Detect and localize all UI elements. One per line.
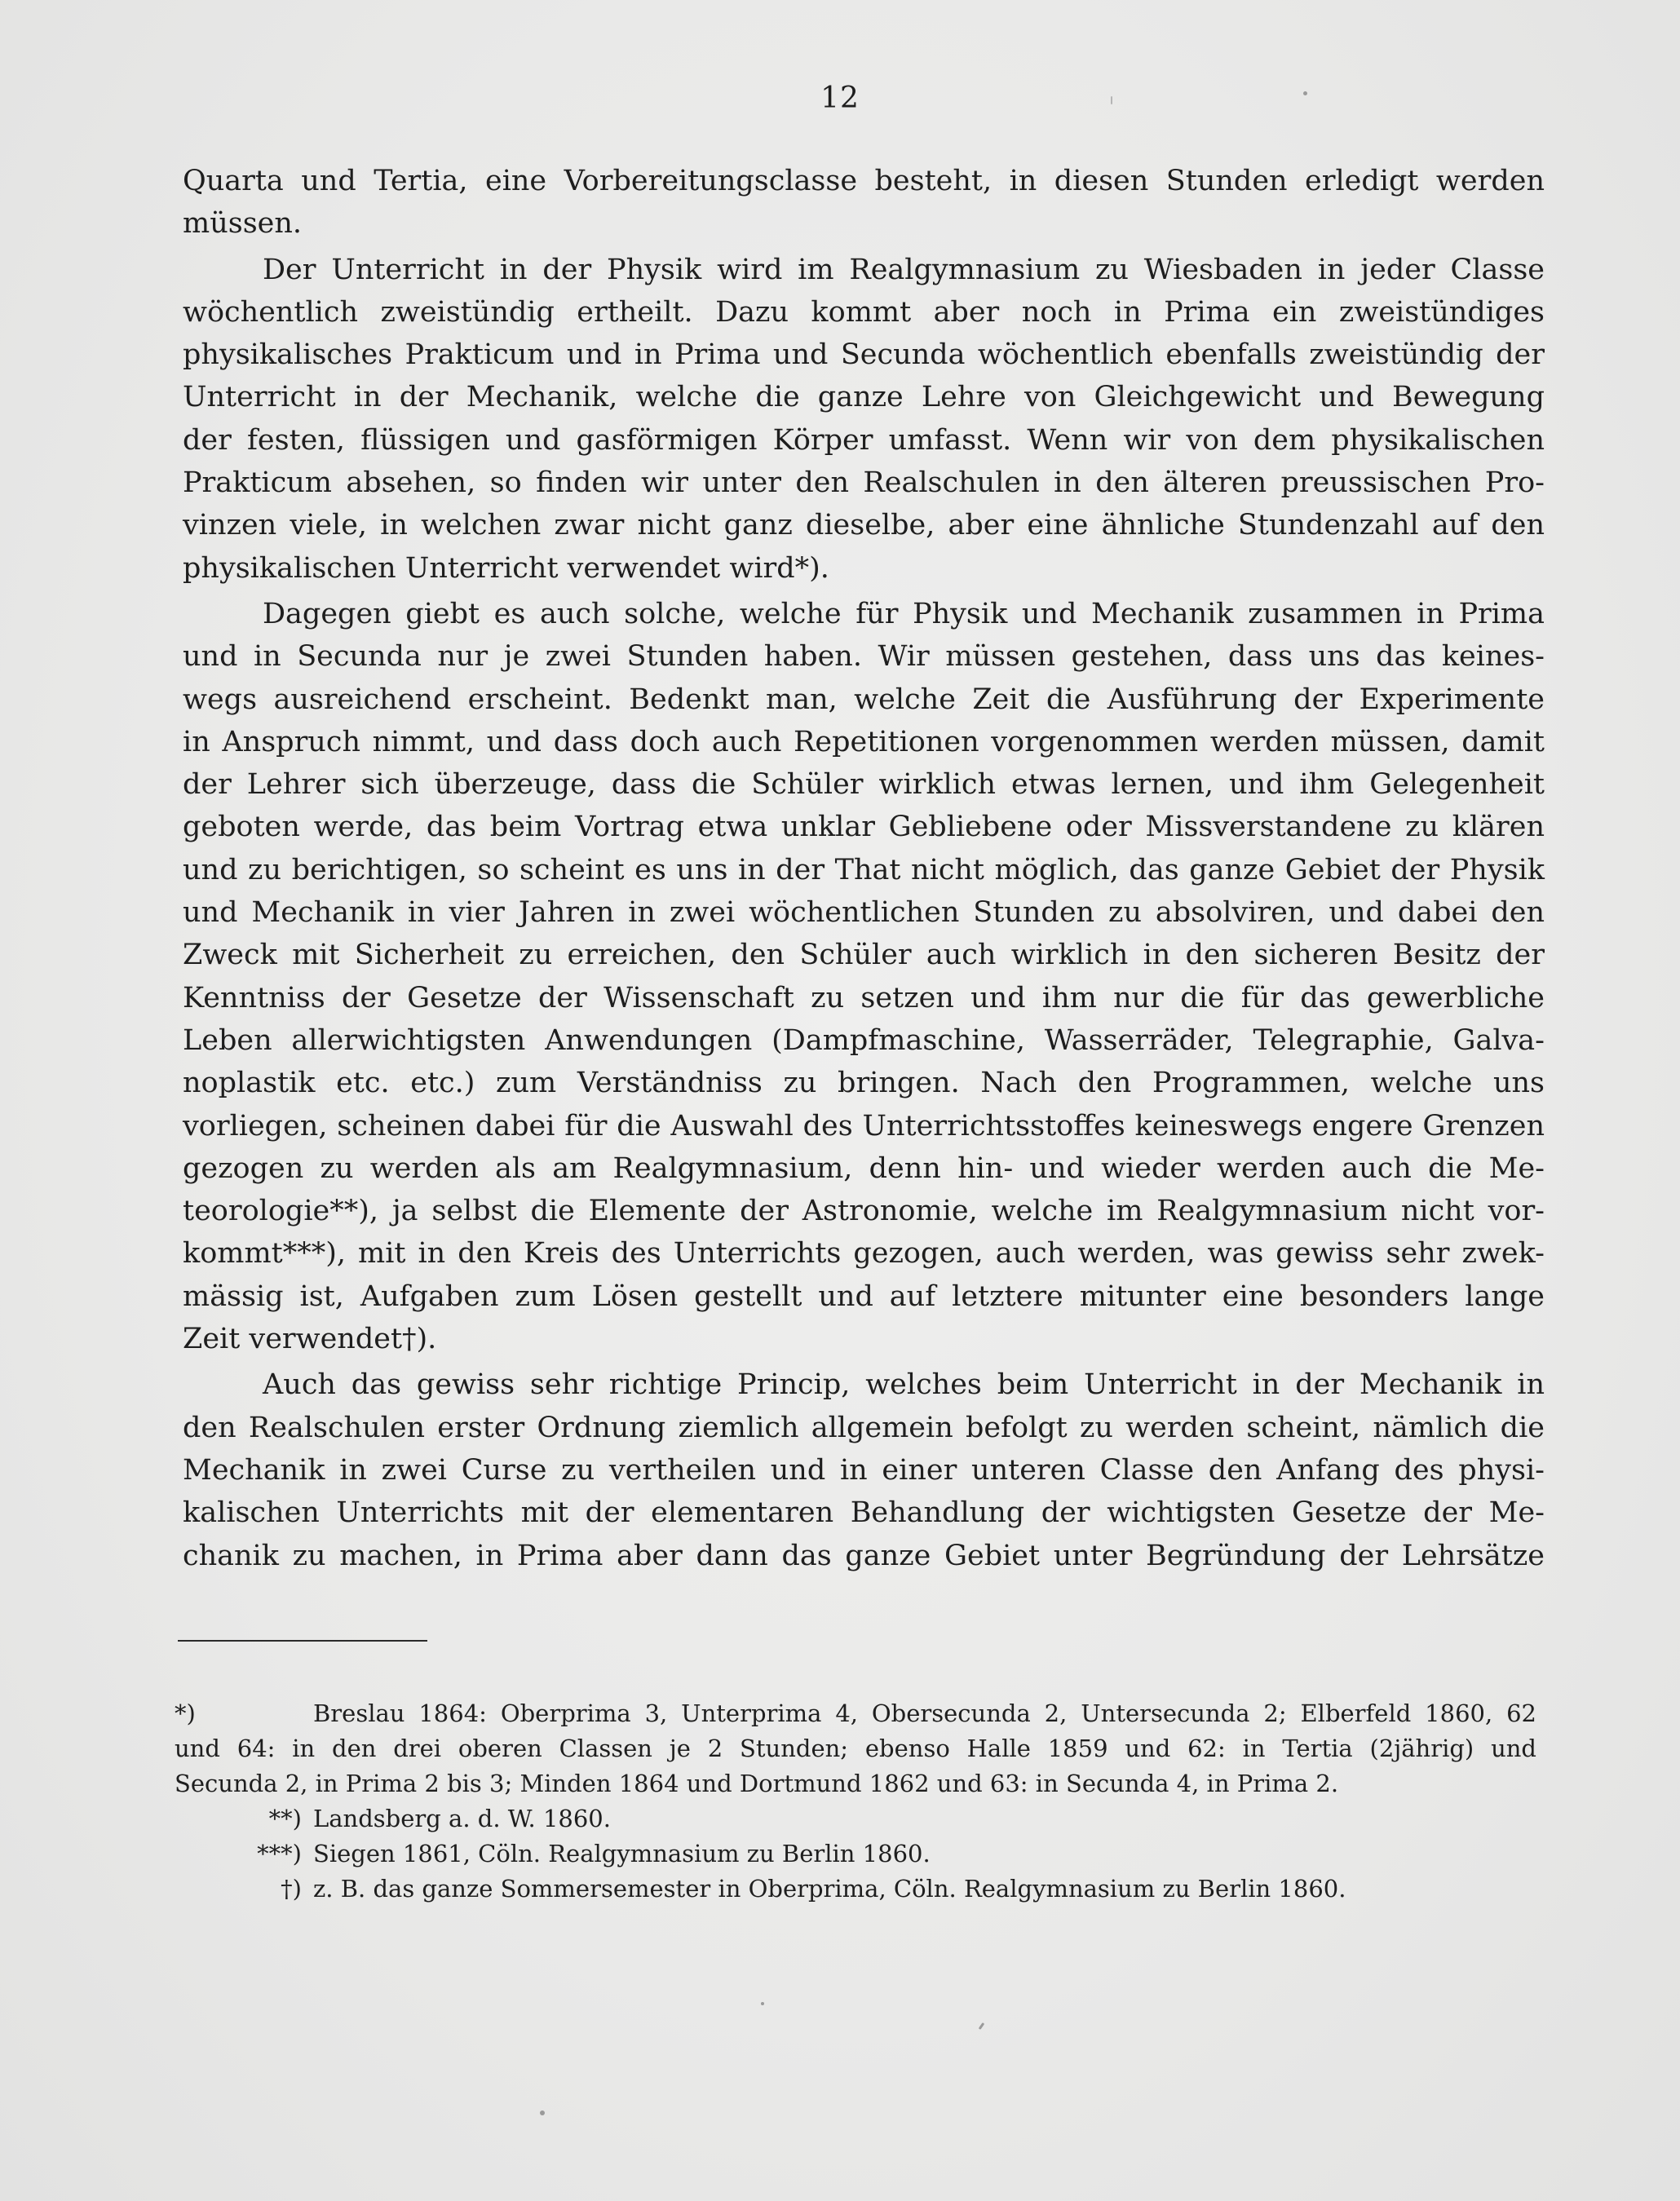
- text-line: teorologie**), ja selbst die Elemente der Astronomie, welche im Realgymnasium nicht vor-: [183, 1195, 1545, 1228]
- text-line: Prakticum absehen, so finden wir unter den Realschulen in den älteren preussischen Pro-: [183, 466, 1545, 500]
- footnote-text: Landsberg a. d. W. 1860.: [313, 1805, 611, 1832]
- footnote-text: z. B. das ganze Sommersemester in Oberprima, Cöln. Realgymnasium zu Berlin 1860.: [313, 1875, 1346, 1903]
- footnotes: [175, 1696, 1536, 1907]
- text-line: mässig ist, Aufgaben zum Lösen gestellt und auf letztere mitunter eine besonders lange: [183, 1279, 1545, 1313]
- text-line: wöchentlich zweistündig ertheilt. Dazu kommt aber noch in Prima ein zweistündiges: [183, 295, 1545, 329]
- paragraph-2: [183, 249, 1545, 590]
- page-number: 12: [820, 82, 860, 115]
- text-line: physikalisches Prakticum und in Prima und Secunda wöchentlich ebenfalls zweistündig der: [183, 338, 1545, 372]
- text-line: geboten werde, das beim Vortrag etwa unklar Gebliebene oder Missverstandene zu klären: [183, 811, 1545, 844]
- text-line: physikalischen Unterricht verwendet wird*).: [183, 551, 829, 585]
- text-line: wegs ausreichend erscheint. Bedenkt man, welche Zeit die Ausführung der Experimente: [183, 683, 1545, 716]
- paragraph-4: [183, 1363, 1545, 1576]
- text-line: in Anspruch nimmt, und dass doch auch Repetitionen vorgenommen werden müssen, damit: [183, 725, 1545, 758]
- paper-speck: [979, 2022, 985, 2030]
- paper-speck: [1303, 91, 1307, 95]
- text-line: gezogen zu werden als am Realgymnasium, denn hin- und wieder werden auch die Me-: [183, 1151, 1545, 1185]
- text-line: Quarta und Tertia, eine Vorbereitungsclasse besteht, in diesen Stunden erledigt werden: [183, 165, 1545, 197]
- paper-speck: [1111, 96, 1112, 104]
- text-line: kalischen Unterrichts mit der elementaren Behandlung der wichtigsten Gesetze der Me-: [183, 1496, 1545, 1530]
- text-line: noplastik etc. etc.) zum Verständniss zu bringen. Nach den Programmen, welche uns: [183, 1067, 1545, 1100]
- footnote-text: Secunda 2, in Prima 2 bis 3; Minden 1864 und Dortmund 1862 und 63: in Secunda 4, in Prima 2.: [175, 1770, 1339, 1797]
- body-text: [183, 160, 1545, 1580]
- footnote-text: und 64: in den drei oberen Classen je 2 Stunden; ebenso Halle 1859 und 62: in Tertia (2jährig) und: [175, 1735, 1536, 1762]
- footnote-3: [175, 1836, 1536, 1872]
- text-line: Dagegen giebt es auch solche, welche für Physik und Mechanik zusammen in Prima: [263, 597, 1545, 630]
- text-line: Kenntniss der Gesetze der Wissenschaft zu setzen und ihm nur die für das gewerbliche: [183, 981, 1545, 1014]
- text-line: und in Secunda nur je zwei Stunden haben. Wir müssen gestehen, dass uns das keines-: [183, 640, 1545, 674]
- text-line: Auch das gewiss sehr richtige Princip, welches beim Unterricht in der Mechanik in: [263, 1368, 1545, 1402]
- footnote-2: [175, 1801, 1536, 1836]
- text-line: den Realschulen erster Ordnung ziemlich allgemein befolgt zu werden scheint, nämlich die: [183, 1411, 1545, 1444]
- paragraph-1: [183, 160, 1545, 245]
- footnote-separator: [178, 1640, 427, 1642]
- footnote-1: [175, 1696, 1536, 1731]
- text-line: vinzen viele, in welchen zwar nicht ganz dieselbe, aber eine ähnliche Stundenzahl auf den: [183, 509, 1545, 542]
- paragraph-3: [183, 593, 1545, 1360]
- text-line: kommt***), mit in den Kreis des Unterrichts gezogen, auch werden, was gewiss sehr zwek-: [183, 1237, 1545, 1271]
- footnote-text: Breslau 1864: Oberprima 3, Unterprima 4, Obersecunda 2, Untersecunda 2; Elberfeld 1860, 62: [313, 1699, 1536, 1727]
- text-line: der festen, flüssigen und gasförmigen Körper umfasst. Wenn wir von dem physikalischen: [183, 423, 1545, 457]
- footnote-marker: †): [281, 1875, 302, 1903]
- text-line: Leben allerwichtigsten Anwendungen (Dampfmaschine, Wasserräder, Telegraphie, Galva-: [183, 1023, 1545, 1057]
- text-line: vorliegen, scheinen dabei für die Auswahl des Unterrichtsstoffes keineswegs engere Grenzen: [183, 1109, 1545, 1142]
- text-line: Zeit verwendet†).: [183, 1323, 437, 1356]
- text-line: Unterricht in der Mechanik, welche die ganze Lehre von Gleichgewicht und Bewegung: [183, 381, 1545, 414]
- text-line: und zu berichtigen, so scheint es uns in der That nicht möglich, das ganze Gebiet der Physik: [183, 853, 1545, 886]
- footnote-4: [175, 1872, 1536, 1907]
- paper-speck: [761, 2002, 764, 2005]
- text-line: chanik zu machen, in Prima aber dann das ganze Gebiet unter Begründung der Lehrsätze: [183, 1539, 1545, 1572]
- footnote-text: Siegen 1861, Cöln. Realgymnasium zu Berlin 1860.: [313, 1840, 931, 1867]
- text-line: Zweck mit Sicherheit zu erreichen, den Schüler auch wirklich in den sicheren Besitz der: [183, 939, 1545, 972]
- text-line: und Mechanik in vier Jahren in zwei wöchentlichen Stunden zu absolviren, und dabei den: [183, 896, 1545, 930]
- text-line: der Lehrer sich überzeuge, dass die Schüler wirklich etwas lernen, und ihm Gelegenheit: [183, 768, 1545, 802]
- text-line: Der Unterricht in der Physik wird im Realgymnasium zu Wiesbaden in jeder Classe: [263, 253, 1545, 286]
- text-line: Mechanik in zwei Curse zu vertheilen und in einer unteren Classe den Anfang des physi-: [183, 1453, 1545, 1487]
- footnote-marker: **): [268, 1805, 302, 1832]
- footnote-marker: ***): [257, 1840, 302, 1867]
- text-line: müssen.: [183, 207, 303, 241]
- paper-speck: [540, 2110, 545, 2115]
- footnote-marker: *): [175, 1699, 196, 1727]
